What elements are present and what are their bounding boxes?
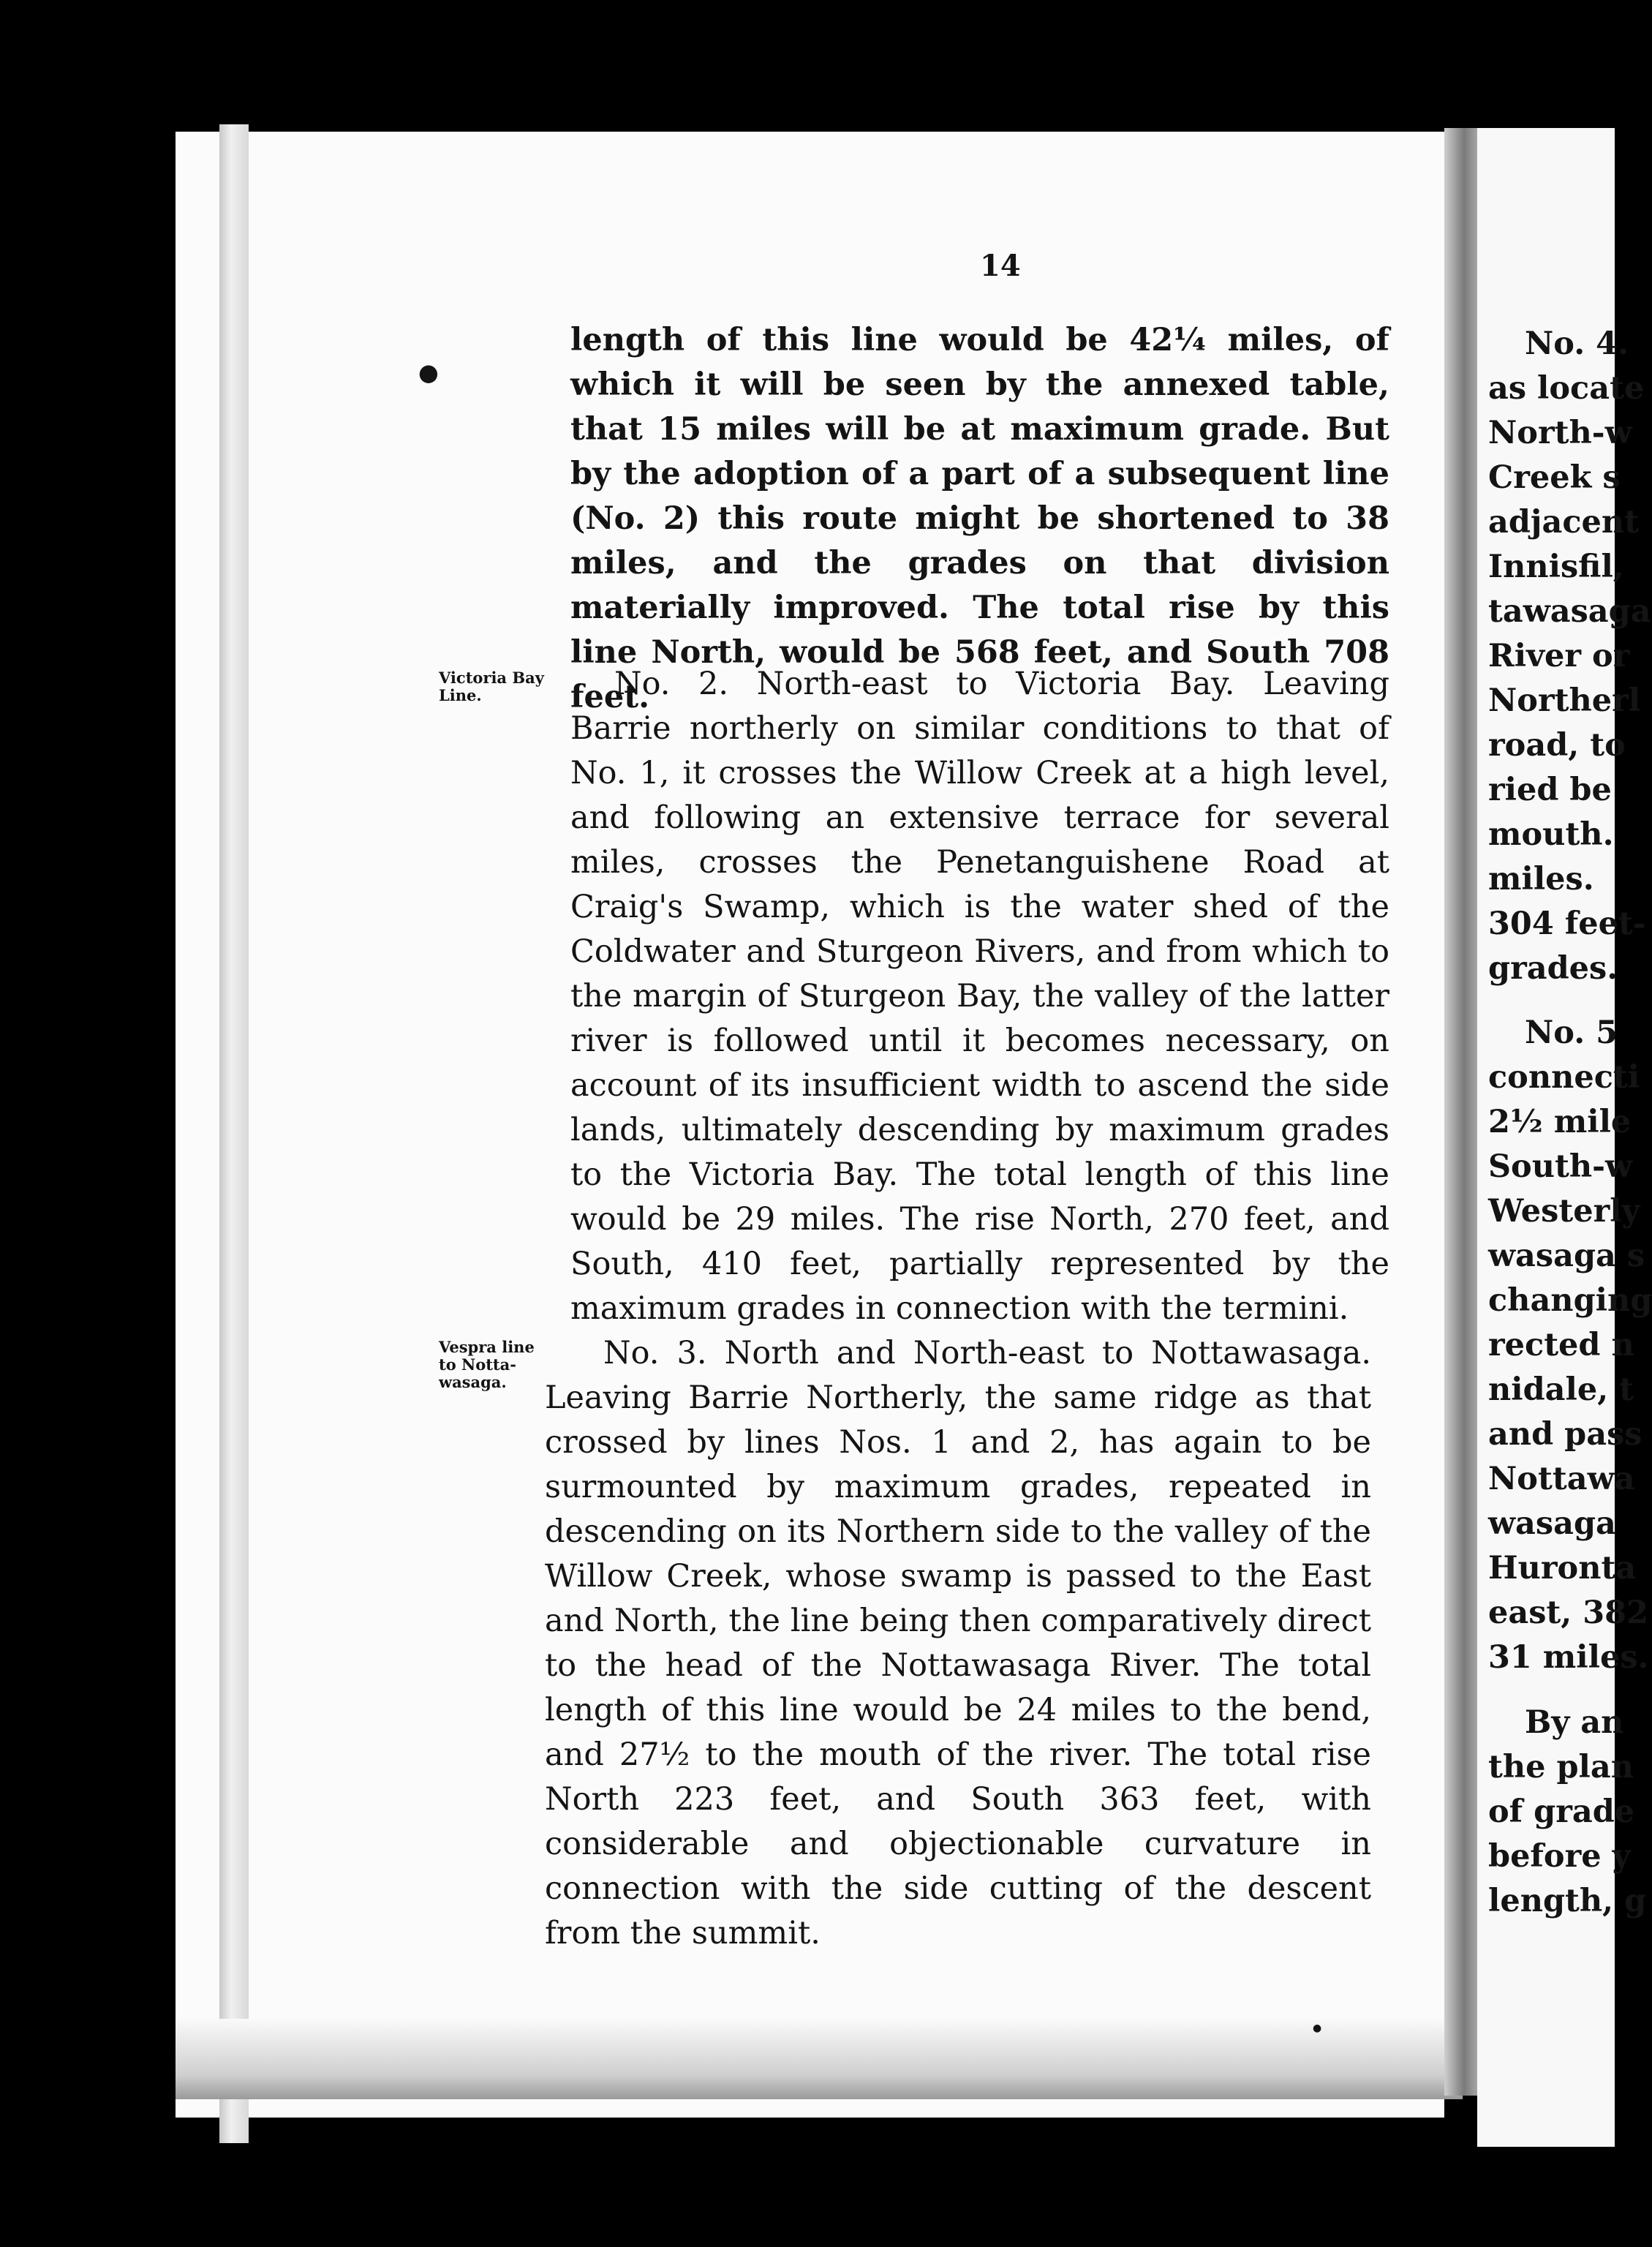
paragraph-no2 [570,662,1389,1331]
facing-page-line: grades. [1488,950,1618,987]
facing-page-line: length, g [1488,1883,1647,1919]
facing-page-line: tawasaga [1488,593,1651,630]
facing-page-line: 2½ mile [1488,1104,1632,1140]
facing-page-line: the plan [1488,1749,1634,1785]
facing-page-line: rected n [1488,1327,1634,1363]
facing-page-line: Innisfil, [1488,549,1624,585]
facing-page-line: wasaga s [1488,1238,1645,1274]
facing-page-line: connecti [1488,1059,1640,1096]
margin-note-vespra: Vespra line to Notta- wasaga. [439,1338,535,1391]
facing-page-line: east, 382 [1488,1595,1648,1631]
facing-page-line: River or [1488,638,1630,674]
paragraph-text: length of this line would be 42¼ miles, of which it will be seen by the annexed table, that 15 miles will be at maximum grade. But by the adoption of a part of a subsequent line (No. 2) this route might be shortened to 38 miles, and the grades on that division materially improved. The total rise by this line North, would be 568 feet, and South 708 feet. [570,322,1389,715]
paragraph-text: No. 3. North and North-east to Nottawasaga. Leaving Barrie Northerly, the same ridge as that crossed by lines Nos. 1 and 2, has again to be surmounted by maximum grades, repeated in descending on its Northern side to the valley of the Willow Creek, whose swamp is passed to the East and North, the line being then comparatively direct to the head of the Nottawasaga River. The total length of this line would be 24 miles to the bend, and 27½ to the mouth of the river. The total rise North 223 feet, and South 363 feet, with considerable and objectionable curvature in connection with the side cutting of the descent from the summit. [545,1335,1371,1951]
facing-page-line: Creek s [1488,459,1621,496]
facing-page-line: before y [1488,1838,1631,1875]
facing-page-line: adjacent [1488,504,1640,541]
facing-page-line: No. 5 [1525,1015,1618,1051]
facing-page-line: Northerl [1488,682,1641,719]
facing-page-line: North-w [1488,415,1632,451]
facing-page-line: as locate [1488,370,1645,407]
facing-page-line: road, to [1488,727,1626,764]
facing-page-line: South-w [1488,1148,1632,1185]
facing-page-line: mouth. [1488,816,1614,853]
ink-speck: ● [1313,2022,1322,2034]
facing-page-line: No. 4. [1525,325,1629,362]
facing-page-line: wasaga [1488,1505,1616,1542]
book-gutter [1444,128,1477,2096]
facing-page-line: 31 miles. [1488,1639,1649,1676]
facing-page-line: Westerly [1488,1193,1640,1230]
page-number: 14 [980,249,1021,283]
paragraph-no3 [545,1331,1371,1956]
page-bottom-edge [176,2019,1463,2099]
facing-page-line: nidale, t [1488,1371,1634,1408]
ink-dot: ● [418,358,439,386]
facing-page-line: changing [1488,1282,1652,1319]
facing-page-line: 304 feet- [1488,906,1646,942]
facing-page-line: By an [1525,1704,1624,1741]
facing-page-line: Huronta [1488,1550,1637,1587]
facing-page-line: of grade [1488,1794,1635,1830]
facing-page-line: miles. [1488,861,1594,897]
facing-page-line: ried be [1488,772,1612,808]
margin-note-victoria-bay: Victoria Bay Line. [439,669,544,704]
paragraph-continuation [570,318,1389,720]
facing-page-line: and pass [1488,1416,1642,1453]
paragraph-text: No. 2. North-east to Victoria Bay. Leaving Barrie northerly on similar conditions to that of No. 1, it crosses the Willow Creek at a high level, and following an extensive terrace for several miles, crosses the Penetanguishene Road at Craig's Swamp, which is the water shed of the Coldwater and Sturgeon Rivers, and from which to the margin of Sturgeon Bay, the valley of the latter river is followed until it becomes necessary, on account of its insufficient width to ascend the side lands, ultimately descending by maximum grades to the Victoria Bay. The total length of this line would be 29 miles. The rise North, 270 feet, and South, 410 feet, partially represented by the maximum grades in connection with the termini. [570,666,1389,1327]
page-edge [219,124,249,2143]
facing-page-line: Nottawa [1488,1461,1635,1497]
